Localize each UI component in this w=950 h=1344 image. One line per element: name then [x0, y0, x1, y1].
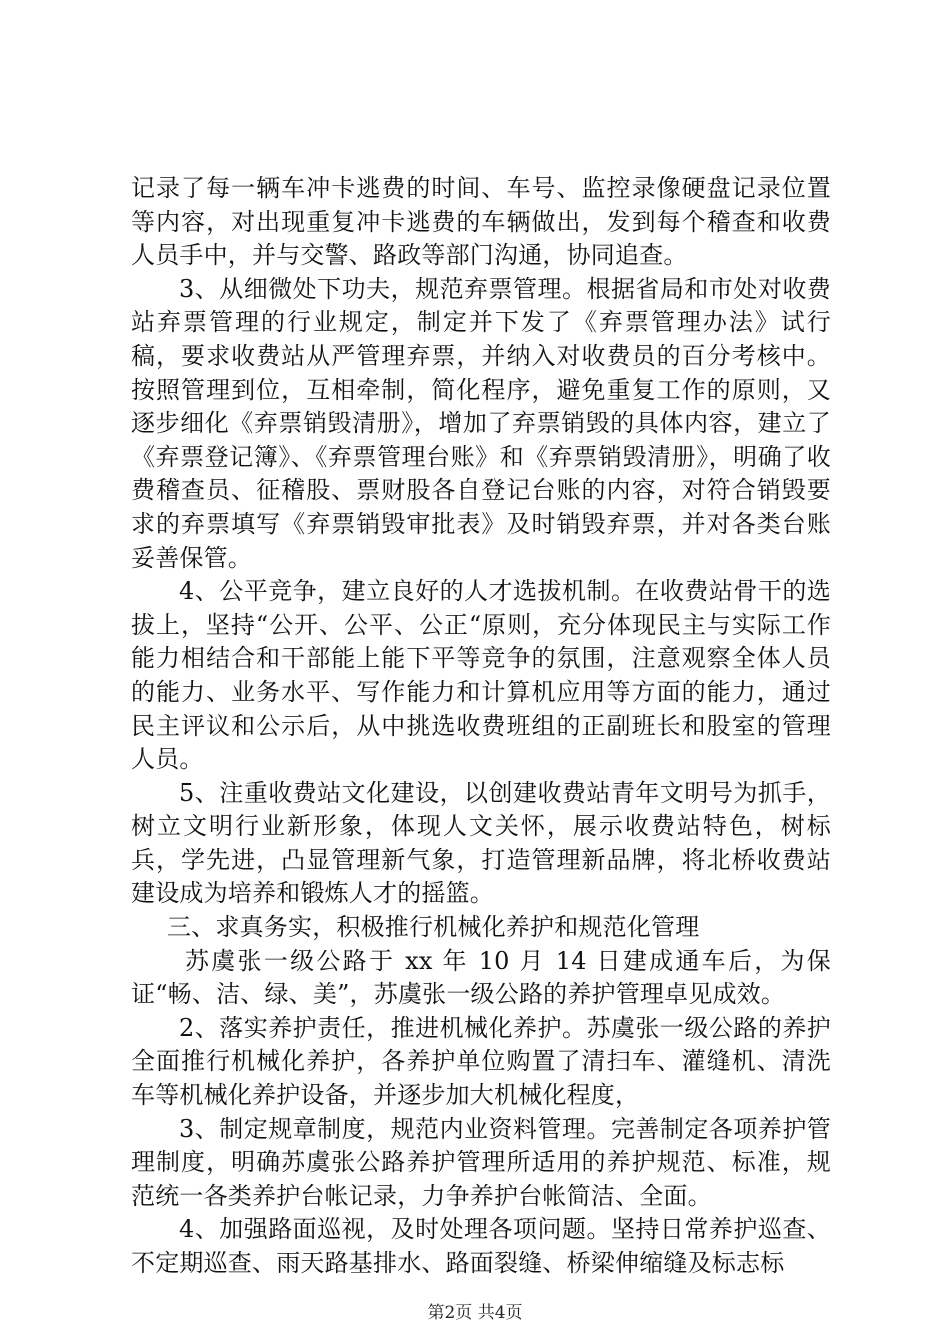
document-body: [131, 172, 831, 1281]
paragraph-road-opening: 苏虞张一级公路于 xx 年 10 月 14 日建成通车后，为保证“畅、洁、绿、美”，苏虞张一级公路的养护管理卓见成效。: [131, 946, 831, 1009]
paragraph-talent-selection: 4、公平竞争，建立良好的人才选拔机制。在收费站骨干的选拔上，坚持“公开、公平、公正“原则，充分体现民主与实际工作能力相结合和干部能上能下平等竞争的氛围，注意观察全体人员的能力、业务水平、写作能力和计算机应用等方面的能力，通过民主评议和公示后，从中挑选收费班组的正副班长和股室的管理人员。: [131, 577, 831, 774]
paragraph-culture-building: 5、注重收费站文化建设，以创建收费站青年文明号为抓手，树立文明行业新形象，体现人文关怀，展示收费站特色，树标兵，学先进，凸显管理新气象，打造管理新品牌，将北桥收费站建设成为培养和锻炼人才的摇篮。: [131, 778, 831, 908]
section-heading-maintenance: 三、求真务实，积极推行机械化养护和规范化管理: [167, 913, 700, 942]
paragraph-ticket-management: 3、从细微处下功夫，规范弃票管理。根据省局和市处对收费站弃票管理的行业规定，制定并下发了《弃票管理办法》试行稿，要求收费站从严管理弃票，并纳入对收费员的百分考核中。按照管理到位，互相牵制，简化程序，避免重复工作的原则，又逐步细化《弃票销毁清册》，增加了弃票销毁的具体内容，建立了《弃票登记簿》、《弃票管理台账》和《弃票销毁清册》，明确了收费稽查员、征稽股、票财股各自登记台账的内容，对符合销毁要求的弃票填写《弃票销毁审批表》及时销毁弃票，并对各类台账妥善保管。: [131, 274, 831, 572]
paragraph-road-inspection: 4、加强路面巡视，及时处理各项问题。坚持日常养护巡查、不定期巡查、雨天路基排水、路面裂缝、桥梁伸缩缝及标志标: [131, 1215, 831, 1277]
paragraph-continuation: 记录了每一辆车冲卡逃费的时间、车号、监控录像硬盘记录位置等内容，对出现重复冲卡逃费的车辆做出，发到每个稽查和收费人员手中，并与交警、路政等部门沟通，协同追查。: [131, 174, 831, 270]
page-number-footer: 第2页 共4页: [427, 1303, 523, 1323]
paragraph-regulations: 3、制定规章制度，规范内业资料管理。完善制定各项养护管理制度，明确苏虞张公路养护管理所适用的养护规范、标准，规范统一各类养护台帐记录，力争养护台帐简洁、全面。: [131, 1114, 831, 1210]
paragraph-mechanized-maintenance: 2、落实养护责任，推进机械化养护。苏虞张一级公路的养护全面推行机械化养护，各养护单位购置了清扫车、灌缝机、清洗车等机械化养护设备，并逐步加大机械化程度，: [131, 1013, 831, 1110]
